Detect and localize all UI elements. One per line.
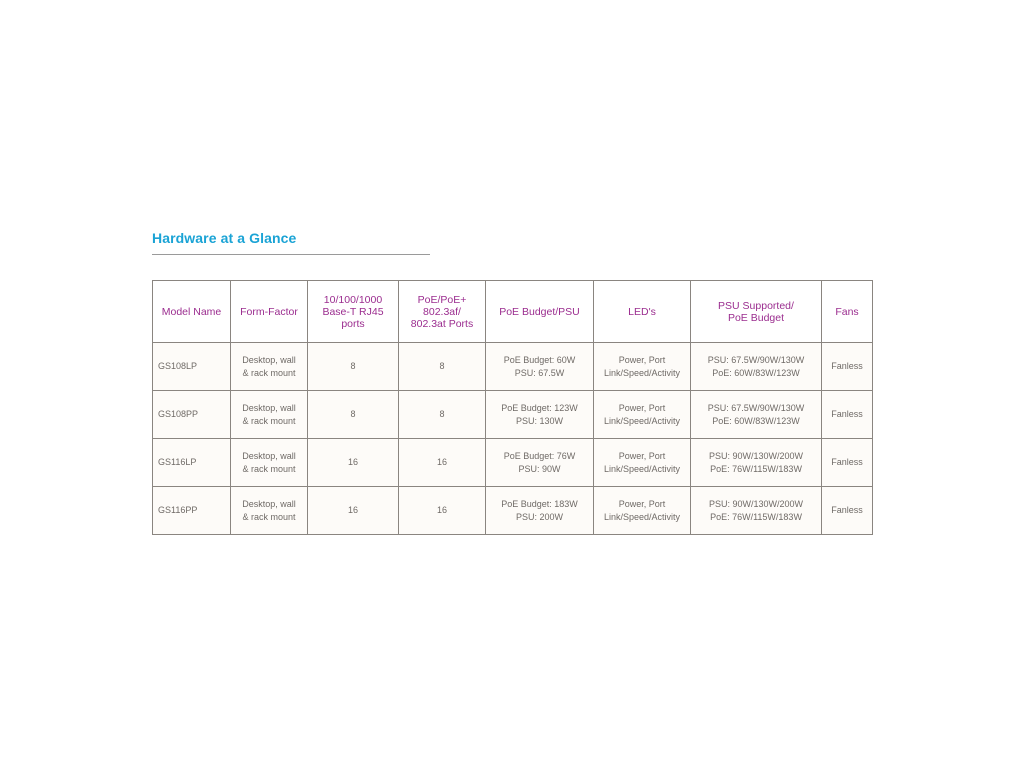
cell-line: Desktop, wall bbox=[242, 402, 296, 413]
table-row bbox=[153, 487, 873, 535]
cell-line: PSU: 90W bbox=[518, 463, 561, 474]
cell-budget-psu bbox=[486, 439, 594, 487]
cell-psu-supported bbox=[691, 487, 822, 535]
header-leds bbox=[594, 281, 691, 343]
cell-fans: Fanless bbox=[822, 439, 873, 487]
cell-line: PSU: 200W bbox=[515, 511, 564, 522]
table-row bbox=[153, 343, 873, 391]
header-line: PoE Budget/PSU bbox=[499, 305, 580, 318]
table-row bbox=[153, 391, 873, 439]
cell-line: PSU: 67.5W bbox=[514, 367, 565, 378]
cell-form-factor bbox=[231, 439, 308, 487]
cell-poe-ports: 16 bbox=[399, 487, 486, 535]
cell-line: & rack mount bbox=[242, 463, 296, 474]
title-divider bbox=[152, 254, 430, 255]
cell-line: Link/Speed/Activity bbox=[603, 367, 681, 378]
header-line: Base-T RJ45 bbox=[322, 305, 384, 318]
hardware-table bbox=[152, 280, 873, 535]
cell-form-factor bbox=[231, 487, 308, 535]
cell-line: Power, Port bbox=[618, 402, 666, 413]
cell-line: PSU: 90W/130W/200W bbox=[708, 498, 804, 509]
cell-line: Power, Port bbox=[618, 450, 666, 461]
cell-rj45-ports: 8 bbox=[308, 343, 399, 391]
cell-line: PoE: 76W/115W/183W bbox=[710, 511, 802, 522]
cell-line: & rack mount bbox=[242, 511, 296, 522]
header-line: 10/100/1000 bbox=[323, 293, 383, 306]
cell-leds bbox=[594, 343, 691, 391]
cell-rj45-ports: 8 bbox=[308, 391, 399, 439]
cell-psu-supported bbox=[691, 343, 822, 391]
header-form-factor bbox=[231, 281, 308, 343]
cell-model: GS116LP bbox=[153, 439, 231, 487]
header-model-name bbox=[153, 281, 231, 343]
cell-line: PoE: 60W/83W/123W bbox=[712, 415, 800, 426]
cell-poe-ports: 16 bbox=[399, 439, 486, 487]
cell-model: GS116PP bbox=[153, 487, 231, 535]
cell-leds bbox=[594, 487, 691, 535]
cell-line: Power, Port bbox=[618, 498, 666, 509]
header-row bbox=[153, 281, 873, 343]
cell-form-factor bbox=[231, 343, 308, 391]
header-rj45-ports bbox=[308, 281, 399, 343]
cell-fans: Fanless bbox=[822, 487, 873, 535]
cell-fans: Fanless bbox=[822, 343, 873, 391]
cell-psu-supported bbox=[691, 439, 822, 487]
cell-line: PSU: 90W/130W/200W bbox=[708, 450, 804, 461]
header-line: 802.3at Ports bbox=[410, 317, 474, 330]
cell-line: Link/Speed/Activity bbox=[603, 463, 681, 474]
cell-budget-psu bbox=[486, 487, 594, 535]
cell-line: PoE Budget: 123W bbox=[501, 402, 578, 413]
header-poe-ports bbox=[399, 281, 486, 343]
cell-model: GS108LP bbox=[153, 343, 231, 391]
cell-line: PoE Budget: 76W bbox=[503, 450, 576, 461]
cell-line: Desktop, wall bbox=[242, 354, 296, 365]
cell-line: PSU: 67.5W/90W/130W bbox=[707, 402, 805, 413]
cell-budget-psu bbox=[486, 391, 594, 439]
header-poe-budget-psu bbox=[486, 281, 594, 343]
cell-model: GS108PP bbox=[153, 391, 231, 439]
header-psu-supported bbox=[691, 281, 822, 343]
cell-line: Desktop, wall bbox=[242, 498, 296, 509]
cell-line: Power, Port bbox=[618, 354, 666, 365]
cell-line: PSU: 67.5W/90W/130W bbox=[707, 354, 805, 365]
cell-line: PoE Budget: 60W bbox=[503, 354, 576, 365]
cell-rj45-ports: 16 bbox=[308, 487, 399, 535]
cell-poe-ports: 8 bbox=[399, 343, 486, 391]
cell-leds bbox=[594, 391, 691, 439]
header-fans bbox=[822, 281, 873, 343]
header-line: PSU Supported/ bbox=[718, 299, 794, 312]
cell-line: Desktop, wall bbox=[242, 450, 296, 461]
cell-line: & rack mount bbox=[242, 367, 296, 378]
header-line: Model Name bbox=[161, 305, 222, 318]
header-line: LED's bbox=[628, 305, 656, 318]
cell-line: PoE Budget: 183W bbox=[501, 498, 578, 509]
header-line: Form-Factor bbox=[240, 305, 298, 318]
cell-form-factor bbox=[231, 391, 308, 439]
header-line: Fans bbox=[835, 305, 859, 318]
cell-fans: Fanless bbox=[822, 391, 873, 439]
cell-budget-psu bbox=[486, 343, 594, 391]
header-line: PoE/PoE+ bbox=[417, 293, 467, 306]
cell-leds bbox=[594, 439, 691, 487]
cell-psu-supported bbox=[691, 391, 822, 439]
header-line: PoE Budget bbox=[727, 311, 785, 324]
cell-line: & rack mount bbox=[242, 415, 296, 426]
cell-poe-ports: 8 bbox=[399, 391, 486, 439]
cell-rj45-ports: 16 bbox=[308, 439, 399, 487]
cell-line: Link/Speed/Activity bbox=[603, 415, 681, 426]
cell-line: Link/Speed/Activity bbox=[603, 511, 681, 522]
cell-line: PoE: 60W/83W/123W bbox=[712, 367, 800, 378]
header-line: 802.3af/ bbox=[423, 305, 461, 318]
table-row bbox=[153, 439, 873, 487]
cell-line: PoE: 76W/115W/183W bbox=[710, 463, 802, 474]
header-line: ports bbox=[341, 317, 365, 330]
section-title: Hardware at a Glance bbox=[152, 230, 297, 246]
cell-line: PSU: 130W bbox=[515, 415, 564, 426]
